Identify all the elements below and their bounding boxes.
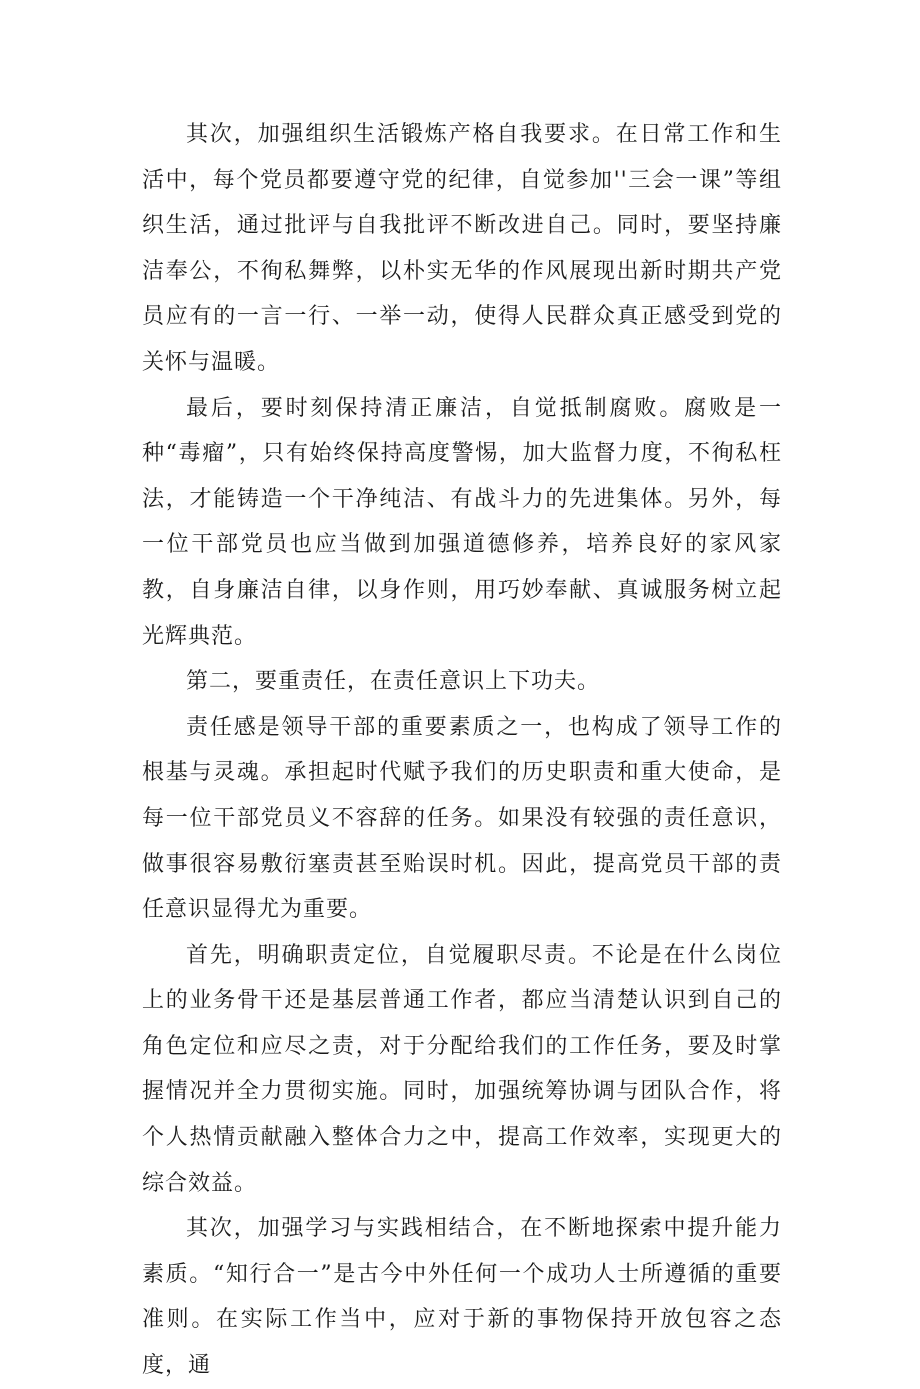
paragraph-duty-positioning: 首先，明确职责定位，自觉履职尽责。不论是在什么岗位上的业务骨干还是基层普通工作者，都应当清楚认识到自己的角色定位和应尽之责，对于分配给我们的工作任务，要及时掌握情况并全力贯彻实施。同时，加强统筹协调与团队合作，将个人热情贡献融入整体合力之中，提高工作效率，实现更大的综合效益。: [142, 942, 782, 1196]
paragraph-organizational-life: 其次，加强组织生活锻炼产格自我要求。在日常工作和生活中，每个党员都要遵守党的纪律，自觉参加''三会一课”等组织生活，通过批评与自我批评不断改进自己。同时，要坚持廉洁奉公，不徇私舞弊，以朴实无华的作风展现出新时期共产党员应有的一言一行、一举一动，使得人民群众真正感受到党的关怀与温暖。: [142, 122, 782, 375]
paragraph-integrity: 最后，要时刻保持清正廉洁，自觉抵制腐败。腐败是一种“毒瘤”，只有始终保持高度警惕，加大监督力度，不徇私枉法，才能铸造一个干净纯洁、有战斗力的先进集体。另外，每一位干部党员也应当做到加强道德修养，培养良好的家风家教，自身廉洁自律，以身作则，用巧妙奉献、真诚服务树立起光辉典范。: [142, 395, 782, 649]
paragraph-learning-practice: 其次，加强学习与实践相结合，在不断地探索中提升能力素质。“知行合一”是古今中外任何一个成功人士所遵循的重要准则。在实际工作当中，应对于新的事物保持开放包容之态度，通: [142, 1216, 782, 1379]
paragraph-sense-of-responsibility: 责任感是领导干部的重要素质之一，也构成了领导工作的根基与灵魂。承担起时代赋予我们的历史职责和重大使命，是每一位干部党员义不容辞的任务。如果没有较强的责任意识，做事很容易敷衍塞责甚至贻误时机。因此，提高党员干部的责任意识显得尤为重要。: [142, 714, 782, 923]
document-body: [142, 112, 782, 1389]
section-heading-responsibility: 第二，要重责任，在责任意识上下功夫。: [186, 669, 601, 695]
